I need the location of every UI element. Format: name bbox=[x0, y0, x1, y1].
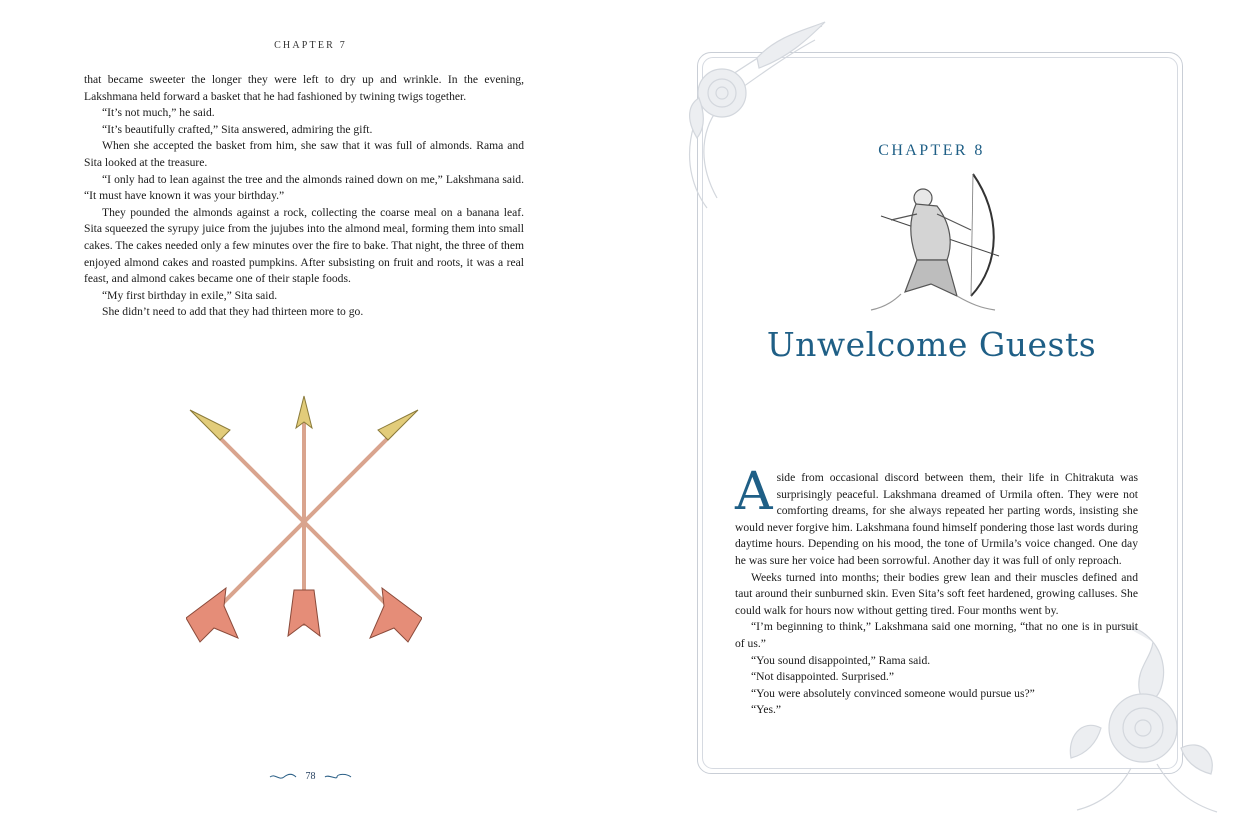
paragraph: “You sound disappointed,” Rama said. bbox=[751, 653, 931, 667]
right-page bbox=[621, 0, 1242, 828]
swash-ornament-right bbox=[324, 773, 352, 781]
right-body-text bbox=[735, 462, 1138, 719]
paragraph: “I only had to lean against the tree and the almonds rained down on me,” Lakshmana said. “It must have known it was your birthday.” bbox=[84, 172, 524, 203]
left-body-text bbox=[84, 72, 524, 321]
chapter-title: Unwelcome Guests bbox=[766, 325, 1097, 364]
running-head: CHAPTER 7 bbox=[274, 40, 347, 51]
paragraph: that became sweeter the longer they were left to dry up and wrinkle. In the evening, Lakshmana held forward a basket that he had fashioned by twining twigs together. bbox=[84, 73, 524, 103]
paisley-ornament-top bbox=[677, 18, 827, 218]
opening-paragraph-text: side from occasional discord between them, their life in Chitrakuta was surprisingly peaceful. Lakshmana dreamed of Urmila often. They were not comforting dreams, for she always repeated her parting words, insisting she would never forgive him. Lakshmana found himself pondering those last words during daytime hours. Depending on his mood, the tone of Urmila’s voice changed. One day he was sure her voice had been sorrowful. Another day it was full of only reproach. bbox=[735, 471, 1138, 567]
paragraph: When she accepted the basket from him, she saw that it was full of almonds. Rama and Sita looked at the treasure. bbox=[84, 139, 524, 169]
paragraph: “You were absolutely convinced someone would pursue us?” bbox=[751, 686, 1035, 700]
paragraph: Weeks turned into months; their bodies grew lean and their muscles defined and taut around their sunburned skin. Even Sita’s soft feet hardened, growing calluses. She could walk for hours now without getting tired. Four months went by. bbox=[735, 570, 1138, 617]
opening-paragraph bbox=[735, 462, 1138, 570]
drop-cap: A bbox=[735, 462, 773, 522]
paragraph: “Yes.” bbox=[751, 703, 782, 717]
paragraph: “My first birthday in exile,” Sita said. bbox=[102, 288, 278, 302]
arrow-center bbox=[288, 396, 320, 636]
paragraph: “I’m beginning to think,” Lakshmana said one morning, “that no one is in pursuit of us.” bbox=[735, 620, 1138, 650]
paragraph: “Not disappointed. Surprised.” bbox=[751, 670, 894, 684]
paragraph: She didn’t need to add that they had thirteen more to go. bbox=[102, 305, 364, 319]
swash-ornament-left bbox=[269, 773, 297, 781]
crossed-arrows-illustration bbox=[186, 392, 422, 654]
page-number-text: 78 bbox=[305, 771, 316, 783]
paragraph: “It’s not much,” he said. bbox=[102, 106, 215, 120]
paragraph: “It’s beautifully crafted,” Sita answered, admiring the gift. bbox=[102, 122, 373, 136]
chapter-label: CHAPTER 8 bbox=[878, 142, 985, 159]
page-number bbox=[0, 771, 621, 782]
paragraph: They pounded the almonds against a rock, collecting the coarse meal on a banana leaf. Sita squeezed the syrupy juice from the jujubes into the almond meal, forming them into small cakes. The cakes needed only a few minutes over the fire to bake. That night, the three of them enjoyed almond cakes and roasted pumpkins. After subsisting on fruit and roots, it was a real feast, and almond cakes became one of their staple foods. bbox=[84, 205, 524, 286]
archer-illustration bbox=[861, 164, 1001, 314]
